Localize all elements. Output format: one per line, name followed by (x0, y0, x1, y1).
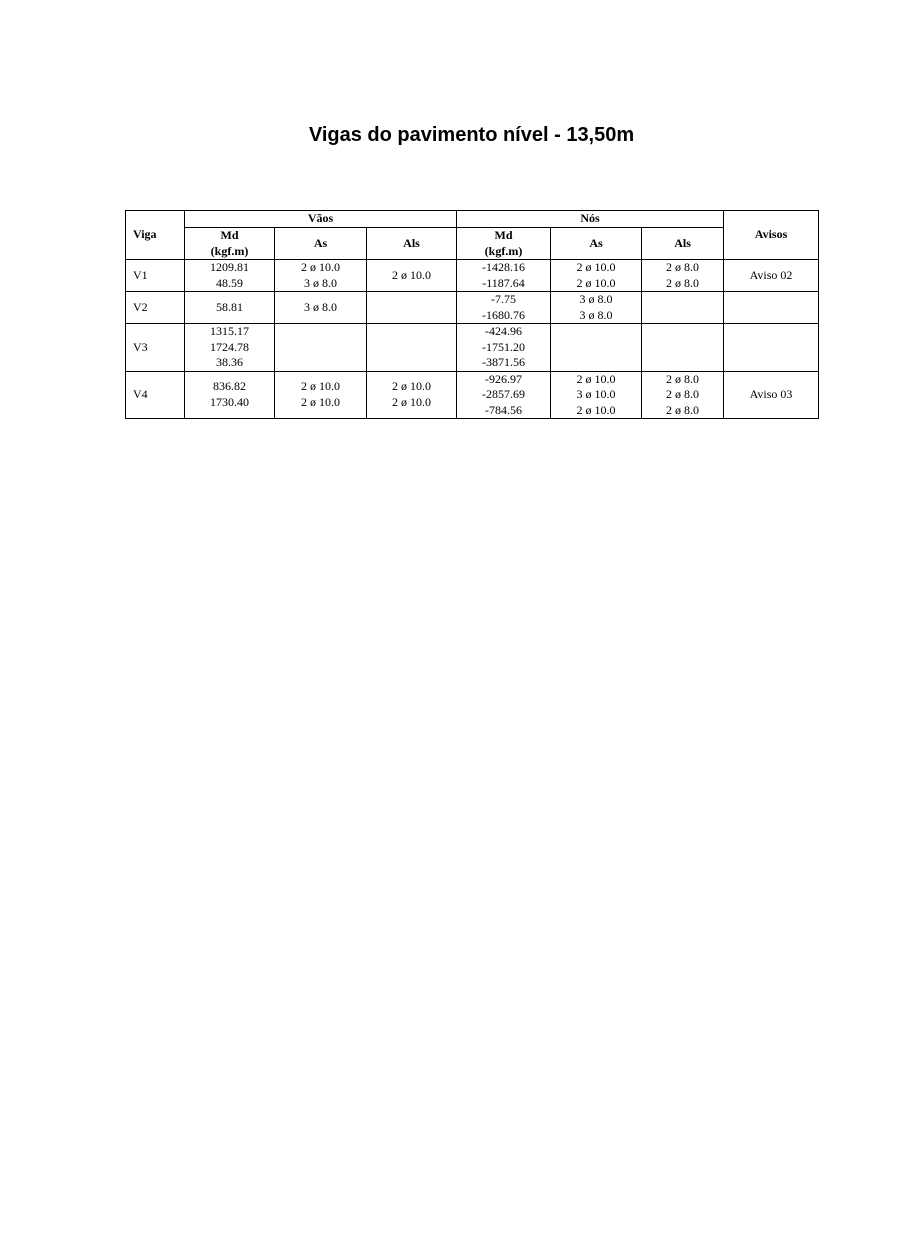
viga-cell: V1 (126, 260, 185, 292)
header-md-label: Md (494, 228, 513, 242)
cell-line: 1724.78 (210, 339, 249, 354)
vaos-as-cell (275, 371, 367, 419)
table-body (126, 260, 819, 419)
header-vaos-md (185, 228, 275, 260)
vaos-als-cell (367, 371, 457, 419)
page-title: Vigas do pavimento nível - 13,50m (308, 124, 635, 146)
table-row (126, 260, 819, 292)
avisos-cell: Aviso 02 (724, 260, 819, 292)
avisos-cell: Aviso 03 (724, 371, 819, 419)
cell-line: 2 ø 8.0 (666, 371, 700, 386)
avisos-cell (724, 324, 819, 372)
cell-line: -7.75 (491, 292, 517, 306)
header-md-unit: (kgf.m) (210, 243, 249, 258)
nos-als-cell (642, 371, 724, 419)
header-vaos: Vãos (185, 211, 457, 228)
cell-line: 2 ø 10.0 (576, 275, 616, 290)
cell-line: 2 ø 10.0 (301, 379, 340, 394)
header-nos-als: Als (642, 228, 724, 260)
header-nos: Nós (457, 211, 724, 228)
cell-line: 2 ø 8.0 (666, 260, 700, 274)
cell-line: -1751.20 (482, 339, 526, 354)
table-row (126, 292, 819, 324)
header-md-label: Md (220, 228, 239, 242)
header-vaos-as: As (275, 228, 367, 260)
vaos-md-cell (185, 324, 275, 372)
table-row (126, 324, 819, 372)
vaos-als-cell (367, 260, 457, 292)
cell-line: -1680.76 (482, 307, 526, 322)
cell-line: 2 ø 10.0 (301, 394, 340, 409)
cell-line: 2 ø 10.0 (576, 371, 616, 386)
vaos-als-cell (367, 292, 457, 324)
viga-cell: V2 (126, 292, 185, 324)
cell-line: -3871.56 (482, 355, 526, 369)
nos-as-cell (551, 371, 642, 419)
cell-line: 3 ø 8.0 (304, 275, 337, 290)
avisos-cell (724, 292, 819, 324)
cell-line: 3 ø 8.0 (304, 299, 337, 314)
cell-line: 58.81 (216, 299, 243, 314)
cell-line: 2 ø 8.0 (666, 275, 700, 290)
cell-line: 2 ø 8.0 (666, 402, 700, 417)
beams-table (125, 210, 819, 419)
cell-line: -1428.16 (482, 260, 526, 274)
cell-line: 836.82 (213, 379, 246, 394)
cell-line: 2 ø 10.0 (392, 379, 431, 394)
cell-line: -2857.69 (482, 387, 526, 401)
cell-line: 1730.40 (210, 394, 249, 409)
vaos-as-cell (275, 260, 367, 292)
table-row (126, 371, 819, 419)
cell-line: -424.96 (485, 324, 523, 338)
cell-line: -926.97 (485, 371, 523, 386)
vaos-md-cell (185, 292, 275, 324)
header-nos-md (457, 228, 551, 260)
vaos-md-cell (185, 260, 275, 292)
header-avisos: Avisos (724, 211, 819, 260)
nos-md-cell (457, 324, 551, 372)
cell-line: 2 ø 10.0 (392, 267, 431, 282)
vaos-as-cell (275, 324, 367, 372)
header-viga: Viga (126, 211, 185, 260)
nos-md-cell (457, 292, 551, 324)
cell-line: 1315.17 (210, 324, 249, 338)
header-vaos-als: Als (367, 228, 457, 260)
cell-line: 48.59 (216, 275, 243, 290)
viga-cell: V4 (126, 371, 185, 419)
header-nos-as: As (551, 228, 642, 260)
nos-md-cell (457, 371, 551, 419)
cell-line: 2 ø 8.0 (666, 387, 700, 401)
header-group-row (126, 211, 819, 228)
nos-md-cell (457, 260, 551, 292)
viga-cell: V3 (126, 324, 185, 372)
vaos-as-cell (275, 292, 367, 324)
cell-line: 2 ø 10.0 (576, 402, 616, 417)
nos-as-cell (551, 324, 642, 372)
cell-line: 3 ø 10.0 (576, 387, 616, 401)
nos-as-cell (551, 292, 642, 324)
nos-als-cell (642, 260, 724, 292)
cell-line: 3 ø 8.0 (579, 292, 613, 306)
nos-as-cell (551, 260, 642, 292)
nos-als-cell (642, 292, 724, 324)
cell-line: 2 ø 10.0 (392, 394, 431, 409)
nos-als-cell (642, 324, 724, 372)
header-sub-row (126, 228, 819, 260)
cell-line: -1187.64 (482, 275, 525, 290)
vaos-md-cell (185, 371, 275, 419)
header-md-unit: (kgf.m) (484, 243, 523, 258)
cell-line: -784.56 (485, 402, 523, 417)
cell-line: 3 ø 8.0 (579, 307, 613, 322)
cell-line: 2 ø 10.0 (576, 260, 616, 274)
cell-line: 1209.81 (210, 260, 249, 274)
vaos-als-cell (367, 324, 457, 372)
cell-line: 2 ø 10.0 (301, 260, 340, 274)
cell-line: 38.36 (216, 355, 243, 369)
